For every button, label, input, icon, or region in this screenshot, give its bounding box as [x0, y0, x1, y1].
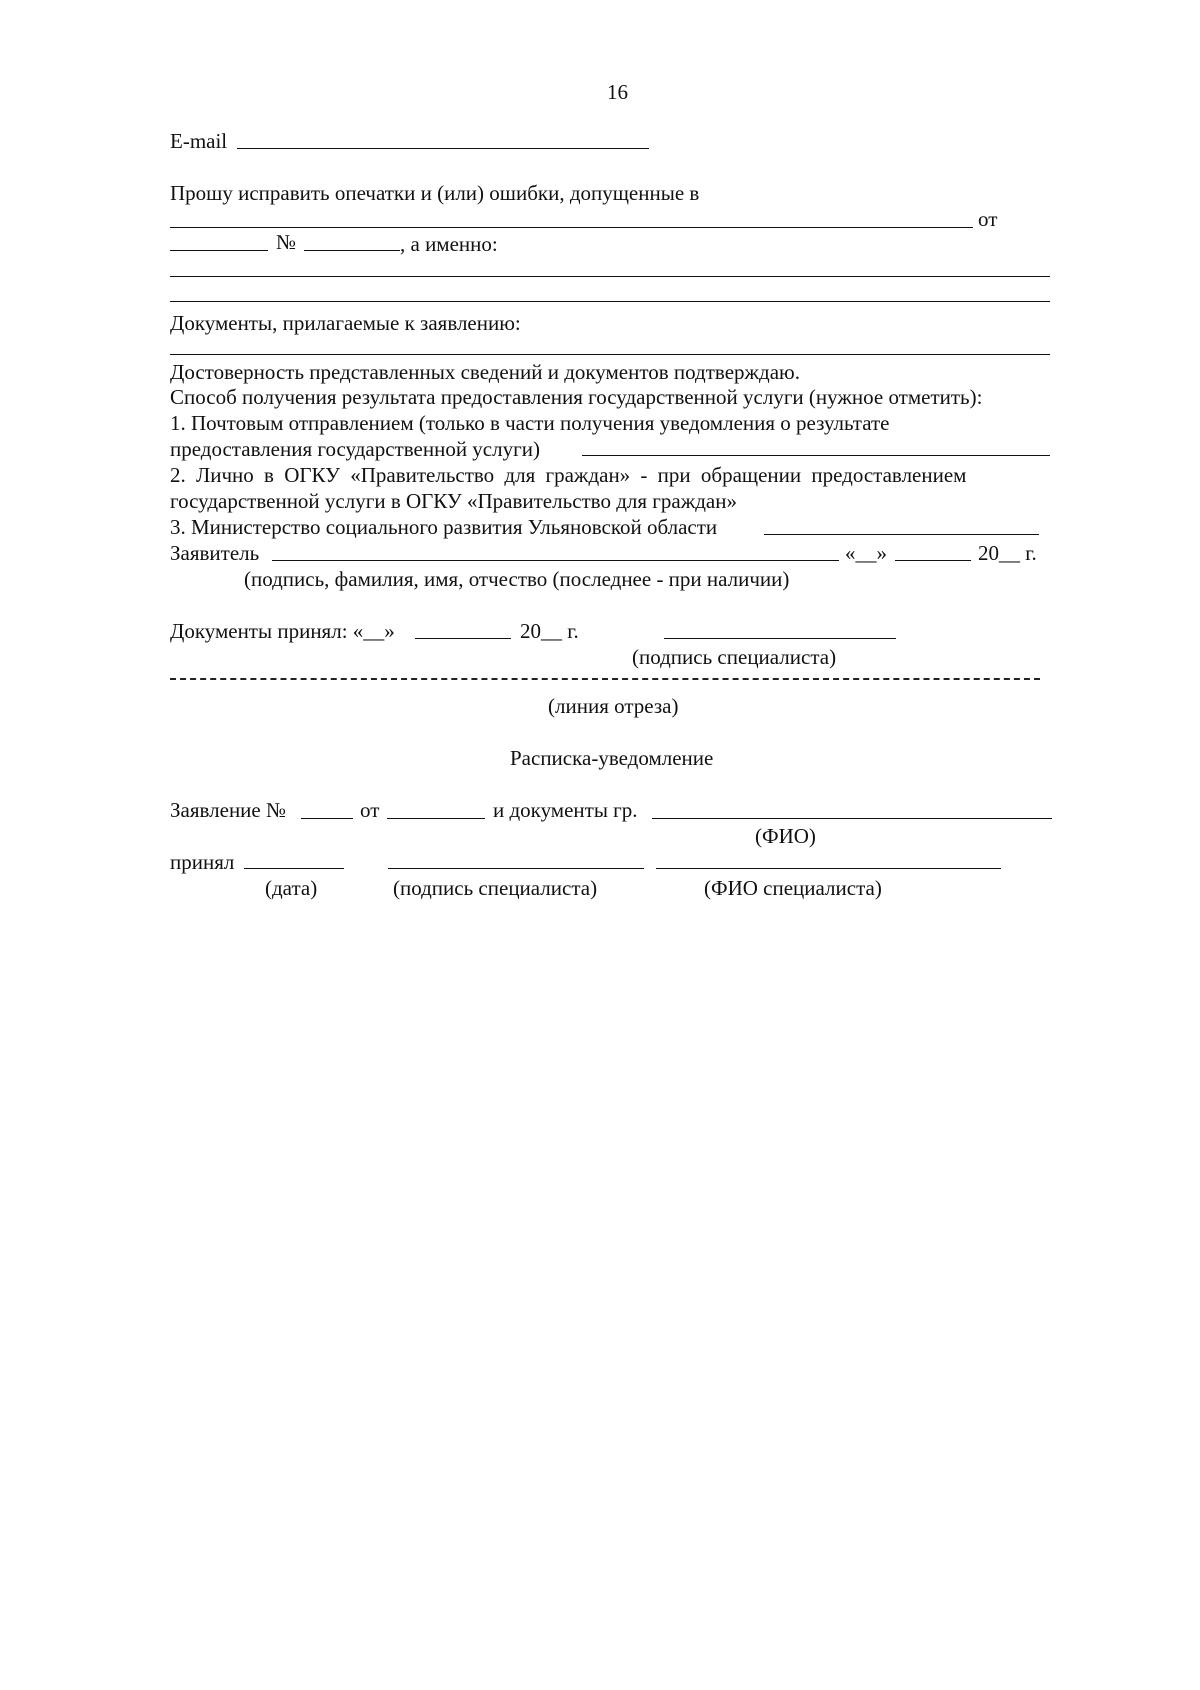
method-text: Способ получения результата предоставления государственной услуги (нужное отметить): — [170, 385, 983, 409]
confirmation-text: Достоверность представленных сведений и документов подтверждаю. — [170, 360, 800, 384]
fio-caption: (ФИО) — [755, 824, 816, 848]
receipt-title: Расписка-уведомление — [510, 746, 714, 770]
email-label: E-mail — [170, 129, 228, 153]
applicant-date-month-line[interactable] — [895, 560, 971, 561]
docs-accepted-month-line[interactable] — [415, 638, 511, 639]
applicant-date-day: «__» — [845, 541, 887, 565]
attached-docs-label: Документы, прилагаемые к заявлению: — [170, 311, 521, 335]
specialist-fio-caption: (ФИО специалиста) — [704, 876, 882, 900]
email-field-line[interactable] — [237, 148, 649, 149]
option-3-mark-line[interactable] — [764, 534, 1039, 535]
and-docs-label: и документы гр. — [493, 798, 638, 822]
receipt-specialist-signature-line[interactable] — [388, 868, 644, 869]
signature-caption: (подпись, фамилия, имя, отчество (последнее - при наличии) — [244, 567, 790, 591]
cut-line — [170, 678, 1040, 680]
option-1-line-1: 1. Почтовым отправлением (только в части получения уведомления о результате — [170, 411, 890, 435]
from-label: от — [978, 207, 998, 231]
option-2-line-2: государственной услуги в ОГКУ «Правительство для граждан» — [170, 489, 737, 513]
option-3-text: 3. Министерство социального развития Ульяновской области — [170, 515, 718, 539]
receipt-specialist-signature-caption: (подпись специалиста) — [393, 876, 598, 900]
application-number-line[interactable] — [301, 818, 353, 819]
accepted-date-line[interactable] — [244, 868, 344, 869]
applicant-label: Заявитель — [170, 541, 260, 565]
error-description-line-1[interactable] — [170, 276, 1050, 277]
docs-accepted-year: 20__ г. — [520, 619, 579, 643]
option-2-line-1: 2. Лично в ОГКУ «Правительство для граждан» - при обращении предоставлением — [170, 463, 967, 487]
receipt-from-label: от — [360, 798, 380, 822]
specialist-signature-line[interactable] — [664, 638, 896, 639]
document-name-line[interactable] — [170, 227, 973, 228]
number-sign: № — [276, 230, 297, 254]
applicant-signature-line[interactable] — [272, 560, 839, 561]
date-caption: (дата) — [265, 876, 318, 900]
namely-text: , а именно: — [400, 232, 498, 256]
option-1-line-2: предоставления государственной услуги) — [170, 437, 540, 461]
specialist-signature-caption: (подпись специалиста) — [632, 645, 837, 669]
request-text: Прошу исправить опечатки и (или) ошибки, допущенные в — [170, 181, 700, 205]
cut-line-caption: (линия отреза) — [548, 694, 679, 718]
option-1-mark-line[interactable] — [582, 455, 1050, 456]
citizen-fio-line[interactable] — [652, 818, 1052, 819]
document-number-line[interactable] — [304, 250, 400, 251]
document-date-line[interactable] — [170, 250, 268, 251]
receipt-specialist-fio-line[interactable] — [656, 868, 1001, 869]
application-number-label: Заявление № — [170, 798, 287, 822]
page-number: 16 — [607, 80, 628, 104]
application-date-line[interactable] — [387, 818, 485, 819]
attached-docs-line[interactable] — [170, 354, 1050, 355]
error-description-line-2[interactable] — [170, 301, 1050, 302]
accepted-label: принял — [170, 850, 235, 874]
docs-accepted-label: Документы принял: «__» — [170, 619, 395, 643]
applicant-date-year: 20__ г. — [978, 541, 1037, 565]
